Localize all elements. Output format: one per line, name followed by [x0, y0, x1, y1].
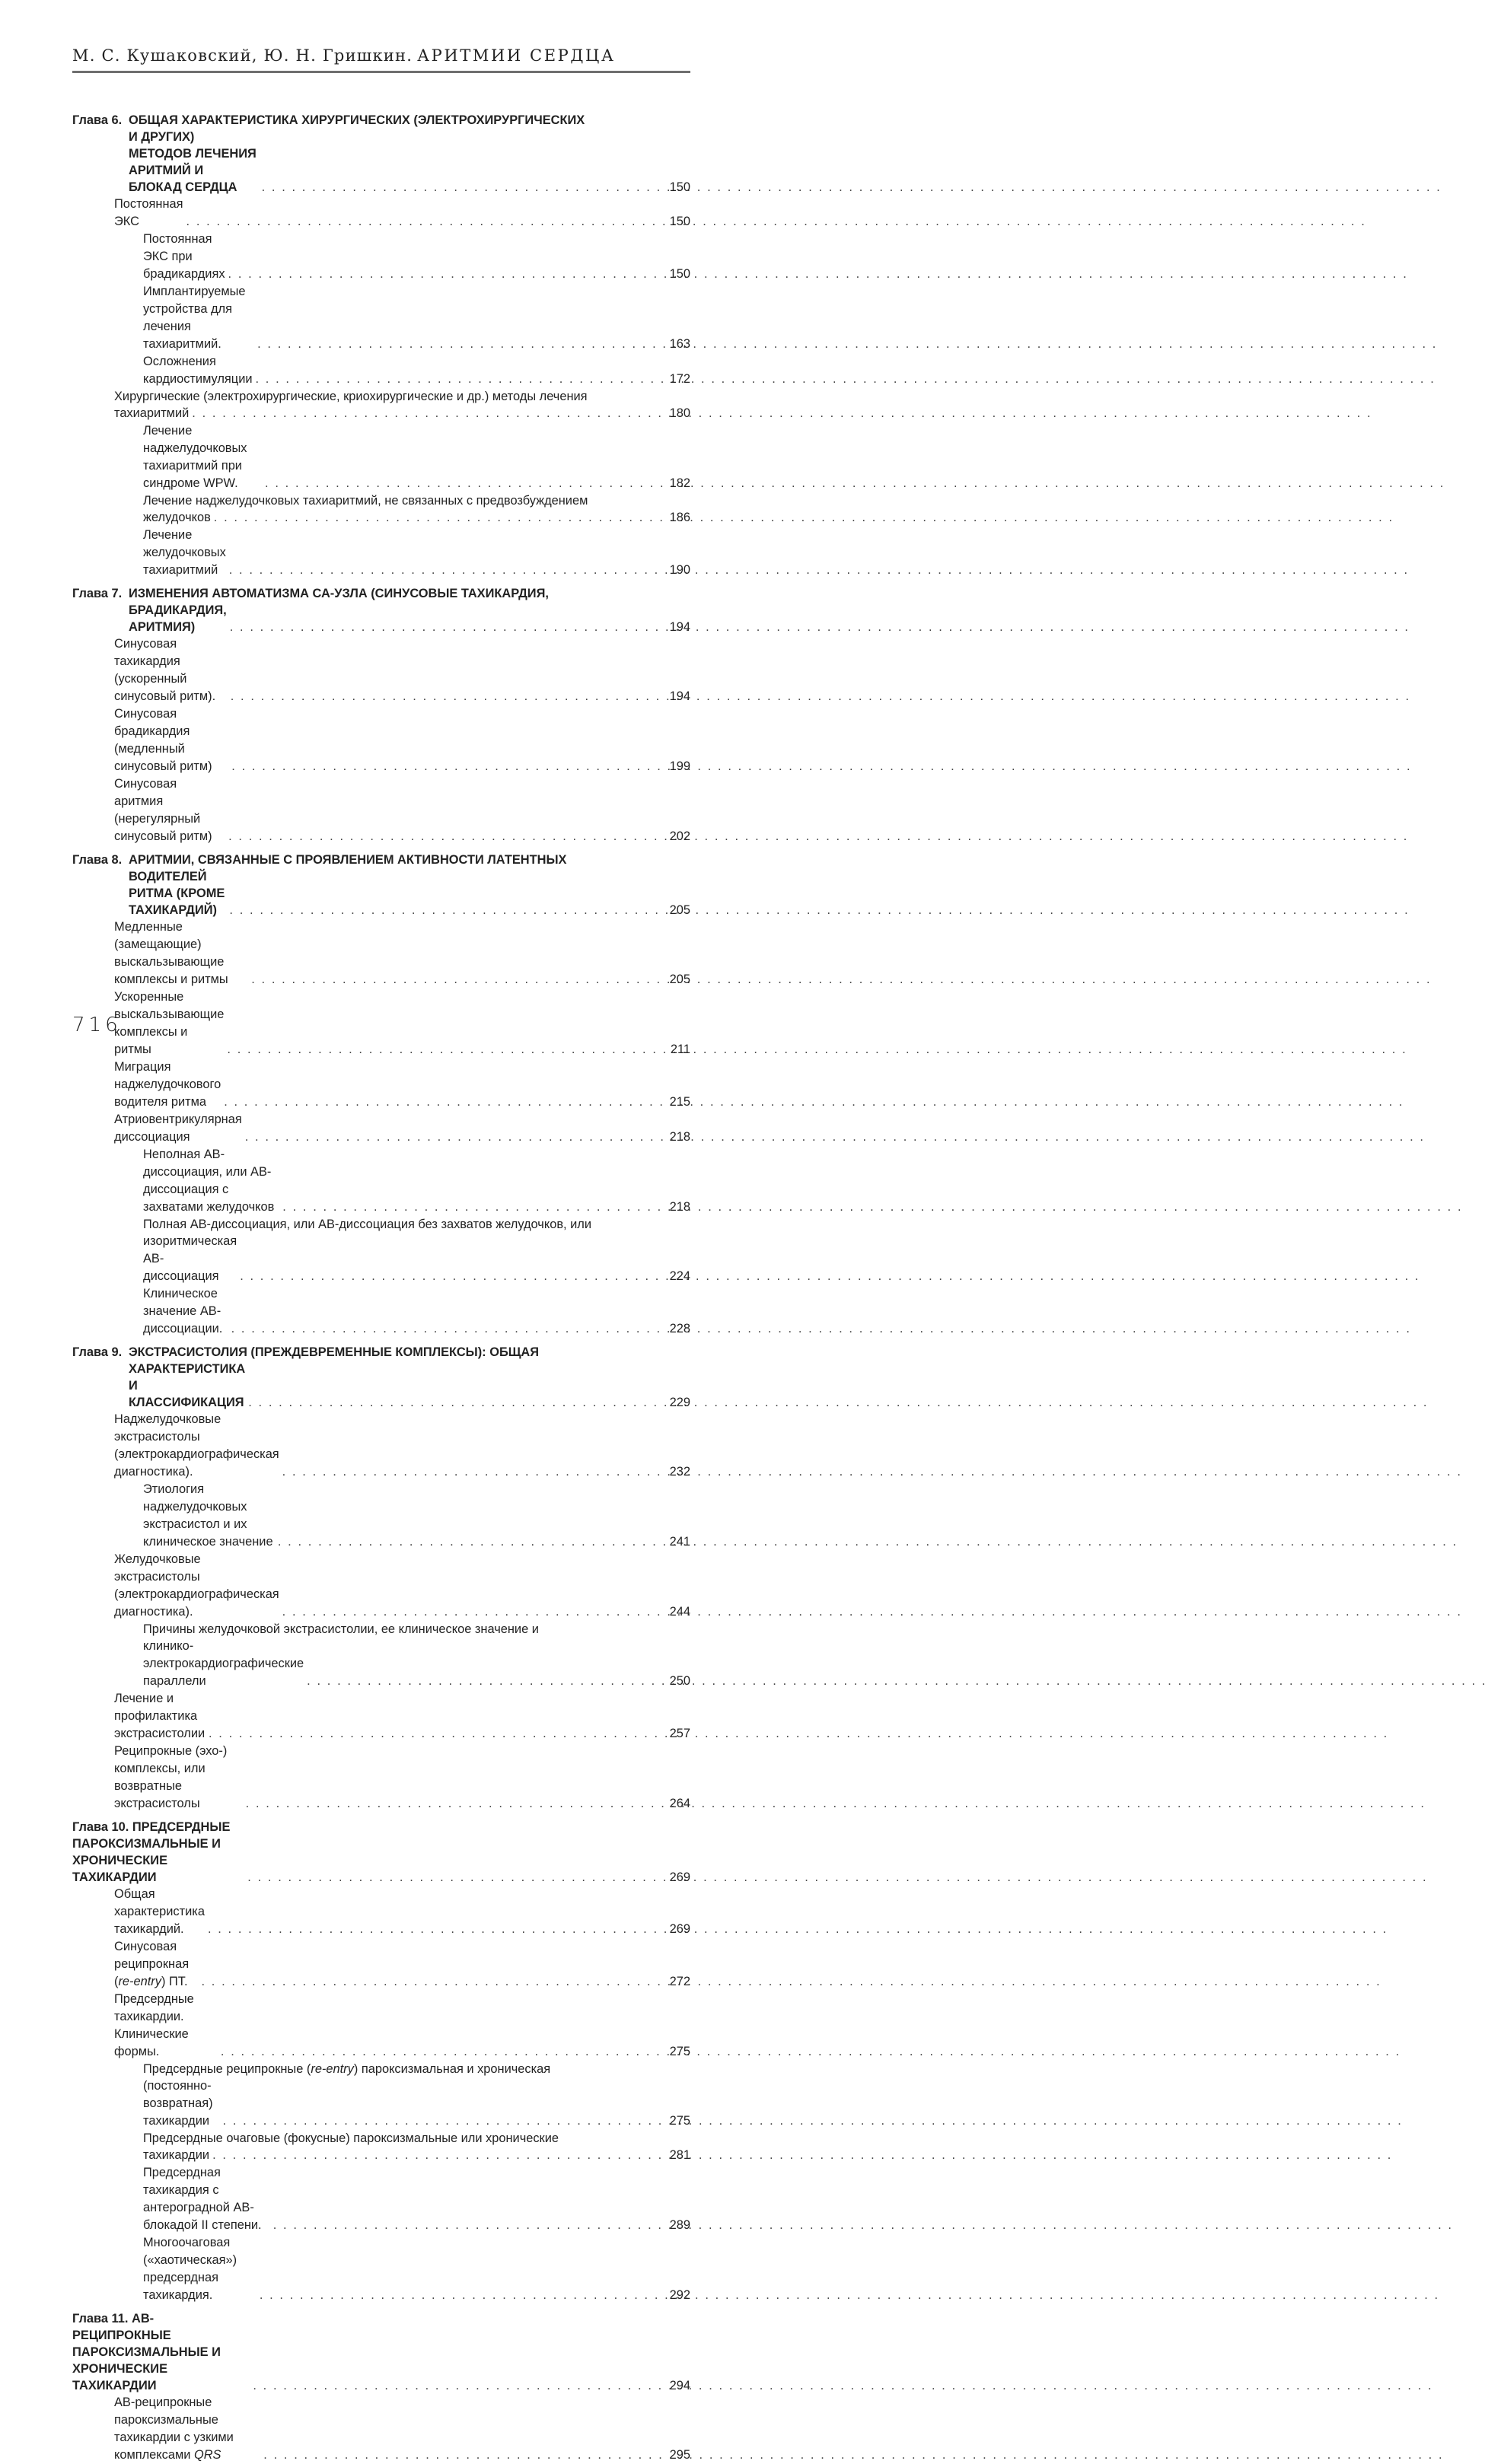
toc-entry	[72, 1991, 690, 2061]
leader-dots	[237, 1268, 657, 1285]
entry-text: Предсердная тахикардия с антероградной АВ-блокадой II степени.	[143, 2166, 262, 2232]
entry-text: желудочков	[143, 511, 211, 524]
entry-text: Медленные (замещающие) выскальзывающие комплексы и ритмы	[114, 920, 228, 986]
leader-dots	[259, 179, 657, 196]
toc-entry	[72, 1059, 690, 1111]
entry-first-line: Хирургические (электрохирургические, криохирургические и др.) методы лечения	[114, 390, 588, 403]
page-ref: 264	[669, 1797, 690, 1810]
leader-dots	[220, 2112, 657, 2130]
entry-text: Предсердные тахикардии. Клинические формы.	[114, 1992, 194, 2058]
page-ref: 218	[669, 1130, 690, 1144]
entry-first-line: Причины желудочковой экстрасистолии, ее клиническое значение и	[143, 1622, 539, 1636]
entry-text-italic: re-entry	[118, 1975, 161, 1988]
chapter-title-line2	[129, 602, 690, 635]
page-ref: 275	[669, 2114, 690, 2128]
page-ref: 180	[669, 406, 690, 420]
entry-text: Синусовая аритмия (нерегулярный синусовый ритм)	[114, 777, 212, 843]
entry-text	[114, 1938, 198, 1991]
entry-text: Реципрокные (эхо-) комплексы, или возвратные экстрасистолы	[114, 1744, 228, 1810]
page-ref: 272	[669, 1975, 690, 1988]
toc-entry	[72, 2234, 690, 2304]
toc-entry	[72, 2077, 690, 2130]
leader-dots	[221, 1094, 657, 1111]
leader-dots	[257, 2287, 657, 2304]
chapter-title-line2	[129, 129, 690, 196]
chapter-label: Глава 8.	[72, 853, 123, 867]
entry-text-part: АВ-реципрокные пароксизмальные тахикардии с узкими комплексами	[114, 2396, 234, 2462]
toc-entry	[72, 196, 690, 231]
page-ref: 275	[669, 2045, 690, 2058]
leader-dots	[218, 2043, 657, 2061]
leader-dots	[224, 1041, 657, 1059]
page-ref: 228	[669, 1322, 690, 1335]
leader-dots	[260, 2446, 657, 2464]
chapter-8	[72, 852, 690, 1338]
chapter-label: Глава 11.	[72, 2312, 129, 2326]
leader-dots	[262, 475, 657, 492]
leader-dots	[253, 371, 658, 388]
entry-text: Постоянная ЭКС при брадикардиях	[143, 232, 225, 281]
page-ref: 194	[669, 620, 690, 634]
entry-text: Клиническое значение АВ-диссоциации.	[143, 1287, 223, 1335]
leader-dots	[183, 213, 657, 231]
toc-entry	[72, 1551, 690, 1621]
page-ref: 241	[669, 1535, 690, 1549]
page-ref: 190	[669, 563, 690, 577]
leader-dots	[228, 758, 657, 775]
entry-text: Миграция наджелудочкового водителя ритма	[114, 1060, 221, 1109]
page-ref: 150	[669, 215, 690, 228]
page-ref: 215	[669, 1095, 690, 1109]
page-ref: 194	[669, 689, 690, 703]
leader-dots	[275, 1533, 657, 1551]
entry-text: Постоянная ЭКС	[114, 197, 183, 228]
toc-entry	[72, 509, 690, 527]
entry-text: Синусовая тахикардия (ускоренный синусовый ритм).	[114, 637, 216, 703]
leader-dots	[189, 405, 657, 422]
entry-text: клинико-электрокардиографические параллели	[143, 1639, 304, 1688]
page-ref: 199	[669, 759, 690, 773]
toc-entry	[72, 2147, 690, 2164]
chapter-title-line1: ОБЩАЯ ХАРАКТЕРИСТИКА ХИРУРГИЧЕСКИХ (ЭЛЕКТРОХИРУРГИЧЕСКИХ	[129, 113, 585, 127]
page-ref: 229	[669, 1396, 690, 1409]
entry-text: Лечение и профилактика экстрасистолии	[114, 1692, 206, 1740]
page-ref: 150	[669, 180, 690, 194]
chapter-heading	[72, 1819, 690, 1886]
entry-text: Неполная АВ-диссоциация, или АВ-диссоциация с захватами желудочков	[143, 1148, 275, 1214]
entry-text-part: ) пароксизмальная и хроническая	[353, 2062, 551, 2076]
entry-text: Синусовая брадикардия (медленный синусовый ритм)	[114, 707, 212, 773]
page-ref: 211	[670, 1043, 690, 1056]
leader-dots	[228, 688, 657, 705]
page-ref: 150	[669, 267, 690, 281]
chapter-title-text	[72, 1819, 244, 1886]
chapter-title: ПРЕДСЕРДНЫЕ ПАРОКСИЗМАЛЬНЫЕ И ХРОНИЧЕСКИЕ ТАХИКАРДИИ	[72, 1820, 231, 1884]
chapter-title-line2	[129, 1361, 690, 1411]
toc-entry	[72, 918, 690, 988]
entry-text	[114, 2394, 260, 2464]
leader-dots	[225, 266, 657, 283]
entry-first-line: Предсердные очаговые (фокусные) пароксизмальные или хронические	[143, 2131, 559, 2145]
entry-text: Желудочковые экстрасистолы (электрокардиографическая диагностика).	[114, 1552, 279, 1619]
header-book-title: АРИТМИИ СЕРДЦА	[417, 46, 616, 65]
page-ref: 257	[669, 1727, 690, 1740]
toc-entry	[72, 1233, 690, 1285]
chapter-title-text	[72, 2310, 250, 2394]
entry-text: тахикардии	[143, 2148, 210, 2162]
toc-entry	[72, 231, 690, 283]
toc-entry	[72, 527, 690, 579]
leader-dots	[279, 1603, 657, 1621]
toc-entry	[72, 1111, 690, 1146]
chapter-title-text: ВОДИТЕЛЕЙ РИТМА (КРОМЕ ТАХИКАРДИЙ)	[129, 870, 225, 917]
entry-text: Наджелудочковые экстрасистолы (электрокардиографическая диагностика).	[114, 1412, 279, 1479]
entry-text: тахиаритмий	[114, 406, 190, 420]
chapter-6	[72, 112, 690, 579]
entry-text: Ускоренные выскальзывающие комплексы и ритмы	[114, 990, 225, 1056]
page-ref: 295	[669, 2448, 690, 2462]
chapter-title-line1: ЭКСТРАСИСТОЛИЯ (ПРЕЖДЕВРЕМЕННЫЕ КОМПЛЕКСЫ): ОБЩАЯ	[129, 1345, 540, 1359]
page-ref: 205	[669, 973, 690, 986]
chapter-heading	[72, 112, 690, 196]
toc-entry	[72, 705, 690, 775]
chapter-title-text: ХАРАКТЕРИСТИКА И КЛАССИФИКАЦИЯ	[129, 1362, 246, 1409]
toc-entry	[72, 988, 690, 1059]
table-of-contents	[72, 112, 690, 2464]
chapter-heading	[72, 585, 690, 635]
chapter-label: Глава 9.	[72, 1345, 123, 1359]
entry-text: Лечение желудочковых тахиаритмий	[143, 528, 226, 577]
chapter-title-text: И ДРУГИХ) МЕТОДОВ ЛЕЧЕНИЯ АРИТМИЙ И БЛОКАД СЕРДЦА	[129, 130, 257, 194]
leader-dots	[228, 1320, 657, 1338]
page-ref: 292	[669, 2288, 690, 2302]
page-ref: 250	[669, 1674, 690, 1688]
chapter-11	[72, 2310, 690, 2464]
leader-dots	[279, 1463, 657, 1481]
page-ref: 269	[669, 1922, 690, 1936]
chapter-7	[72, 585, 690, 845]
entry-text: (постоянно-возвратная) тахикардии	[143, 2079, 213, 2128]
entry-text: изоритмическая АВ-диссоциация	[143, 1234, 237, 1283]
chapter-label: Глава 7.	[72, 587, 123, 600]
leader-dots	[270, 2217, 657, 2234]
chapter-heading	[72, 1344, 690, 1411]
chapter-title-line1: АРИТМИИ, СВЯЗАННЫЕ С ПРОЯВЛЕНИЕМ АКТИВНОСТИ ЛАТЕНТНЫХ	[129, 853, 567, 867]
leader-dots	[209, 2147, 657, 2164]
chapter-title-line2	[129, 868, 690, 918]
toc-entry	[72, 2394, 690, 2464]
header-text	[72, 44, 690, 67]
toc-entry	[72, 1638, 690, 1690]
leader-dots	[244, 1869, 657, 1886]
header-authors: М. С. Кушаковский, Ю. Н. Гришкин.	[72, 46, 413, 65]
leader-dots	[205, 1921, 657, 1938]
page-ref: 232	[669, 1465, 690, 1479]
chapter-title-line1: ИЗМЕНЕНИЯ АВТОМАТИЗМА СА-УЗЛА (СИНУСОВЫЕ ТАХИКАРДИЯ,	[129, 587, 549, 600]
leader-dots	[304, 1673, 657, 1690]
page-ref: 205	[669, 903, 690, 917]
chapter-title: АВ-РЕЦИПРОКНЫЕ ПАРОКСИЗМАЛЬНЫЕ И ХРОНИЧЕСКИЕ ТАХИКАРДИИ	[72, 2312, 221, 2392]
page-ref: 224	[669, 1269, 690, 1283]
leader-dots	[226, 902, 657, 918]
chapter-label: Глава 6.	[72, 113, 123, 127]
entry-text: Имплантируемые устройства для лечения тахиаритмий.	[143, 285, 246, 351]
toc-entry	[72, 2164, 690, 2234]
leader-dots	[250, 2377, 657, 2394]
entry-text-part: Предсердные реципрокные (	[143, 2062, 311, 2076]
toc-entry	[72, 405, 690, 422]
page-ref: 186	[669, 511, 690, 524]
chapter-10	[72, 1819, 690, 2304]
toc-entry	[72, 1285, 690, 1338]
page-ref: 244	[669, 1605, 690, 1619]
toc-entry	[72, 422, 690, 492]
header-rule	[72, 71, 690, 73]
entry-first-line: Лечение наджелудочковых тахиаритмий, не связанных с предвозбуждением	[143, 494, 588, 508]
entry-text-italic: QRS	[193, 2448, 221, 2462]
page-ref: 218	[669, 1200, 690, 1214]
entry-text: Осложнения кардиостимуляции	[143, 355, 253, 386]
page-ref: 281	[669, 2148, 690, 2162]
toc-entry	[72, 1886, 690, 1938]
leader-dots	[279, 1199, 657, 1216]
leader-dots	[198, 1973, 657, 1991]
entry-text: Этиология наджелудочковых экстрасистол и их клиническое значение	[143, 1482, 273, 1549]
chapter-title-text: БРАДИКАРДИЯ, АРИТМИЯ)	[129, 603, 227, 634]
entry-text: Общая характеристика тахикардий.	[114, 1887, 205, 1936]
leader-dots	[225, 828, 657, 845]
entry-first-line: Полная АВ-диссоциация, или АВ-диссоциация без захватов желудочков, или	[143, 1218, 592, 1231]
page-ref: 289	[669, 2218, 690, 2232]
page-ref: 269	[669, 1870, 690, 1884]
chapter-9	[72, 1344, 690, 1813]
page-ref: 172	[669, 372, 690, 386]
leader-dots	[226, 562, 657, 579]
leader-dots	[211, 509, 657, 527]
toc-entry	[72, 1481, 690, 1551]
page-ref: 182	[669, 476, 690, 490]
toc-entry	[72, 635, 690, 705]
entry-first-line	[72, 2061, 690, 2078]
page-number: 716	[72, 1014, 122, 1036]
entry-text-part: ) ПТ.	[161, 1975, 188, 1988]
chapter-title-line	[72, 1819, 690, 1886]
page-ref: 294	[669, 2379, 690, 2392]
chapter-label: Глава 10.	[72, 1820, 129, 1834]
toc-entry	[72, 353, 690, 388]
entry-text-italic: re-entry	[311, 2062, 354, 2076]
toc-entry	[72, 775, 690, 845]
toc-entry	[72, 1743, 690, 1813]
leader-dots	[245, 1394, 657, 1411]
leader-dots	[206, 1725, 657, 1743]
entry-text: Атриовентрикулярная диссоциация	[114, 1113, 242, 1144]
page-ref: 163	[669, 337, 690, 351]
leader-dots	[254, 336, 657, 353]
toc-entry	[72, 1146, 690, 1216]
entry-text-part: Синусовая реципрокная (	[114, 1940, 190, 1988]
page-ref: 202	[669, 829, 690, 843]
leader-dots	[248, 971, 657, 988]
leader-dots	[227, 619, 657, 635]
chapter-title-line	[72, 2310, 690, 2394]
leader-dots	[242, 1129, 657, 1146]
chapter-heading	[72, 2310, 690, 2394]
entry-text: Лечение наджелудочковых тахиаритмий при синдроме WPW.	[143, 424, 247, 490]
toc-entry	[72, 1938, 690, 1991]
toc-entry	[72, 1690, 690, 1743]
toc-entry	[72, 1411, 690, 1481]
toc-entry	[72, 283, 690, 353]
leader-dots	[243, 1795, 657, 1813]
running-header	[72, 44, 690, 67]
entry-text: Многоочаговая («хаотическая») предсердная тахикардия.	[143, 2236, 237, 2302]
chapter-heading	[72, 852, 690, 918]
